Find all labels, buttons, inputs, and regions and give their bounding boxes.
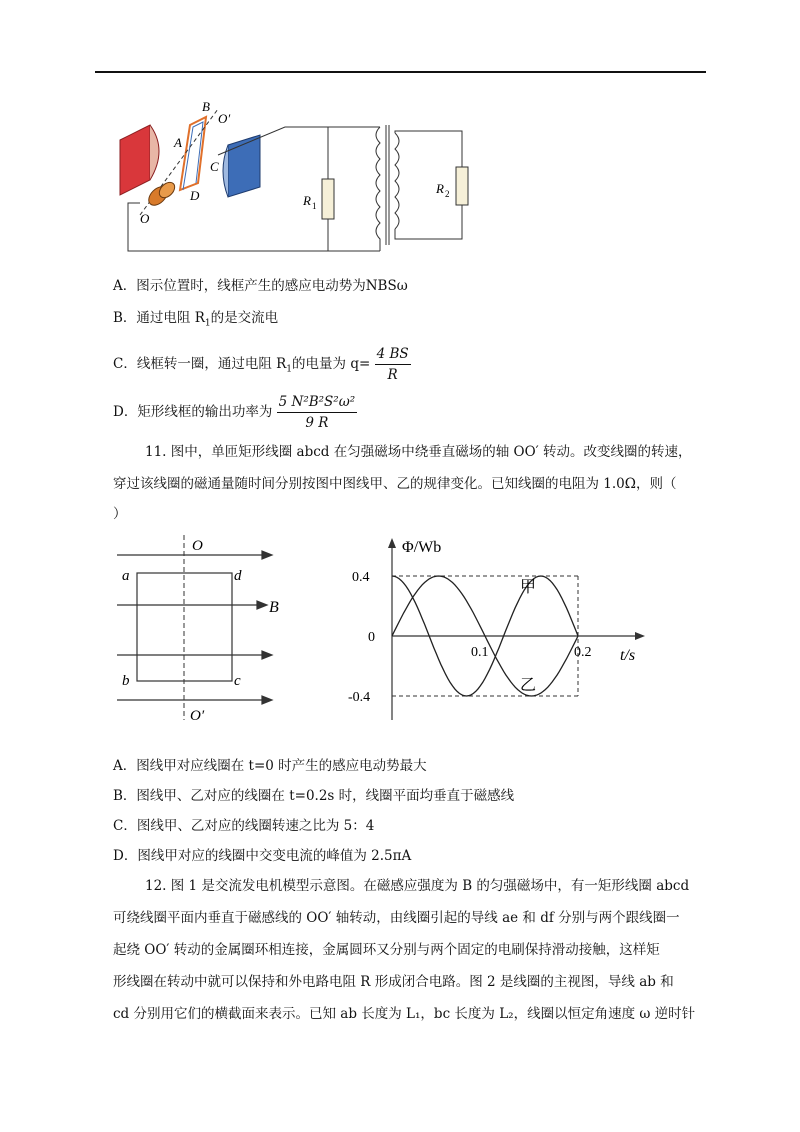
x-tick-label: 0.2 [574, 645, 592, 660]
flux-time-chart [330, 530, 660, 730]
svg-text:O: O [140, 211, 150, 226]
generator-circuit-figure [110, 95, 480, 260]
svg-text:c: c [234, 673, 241, 689]
x-tick-label: 0.1 [471, 645, 489, 660]
svg-text:D: D [190, 188, 200, 203]
transformer-primary [376, 127, 380, 251]
q12-line2: 可绕线圈平面内垂直于磁感线的 OO′ 轴转动，由线圈引起的导线 ae 和 df 分别与两个跟线圈一 [113, 910, 680, 926]
series-label-yi: 乙 [520, 677, 537, 694]
q11-option-a: A．图线甲对应线圈在 t=0 时产生的感应电动势最大 [113, 758, 427, 774]
svg-text:O: O [192, 538, 203, 554]
x-axis-label: t/s [620, 647, 636, 664]
q11-stem-line1: 11. 图中，单匝矩形线圈 abcd 在匀强磁场中绕垂直磁场的轴 OO′ 转动。改变线圈的转速， [145, 444, 692, 460]
q11-option-c: C．图线甲、乙对应的线圈转速之比为 5：4 [113, 818, 375, 834]
svg-text:C: C [210, 159, 219, 174]
coil-field-figure [112, 530, 282, 730]
q12-line3: 起绕 OO′ 转动的金属圈环相连接，金属圆环又分别与两个固定的电刷保持滑动接触，这样矩 [113, 942, 660, 958]
power-fraction: $\frac{\text{5 N²B²S²ω²}}{9 R}$ [278, 394, 356, 431]
svg-text:O′: O′ [218, 111, 231, 126]
q10-option-a: A．图示位置时，线框产生的感应电动势为NBSω [113, 278, 408, 294]
y-axis-label: Φ/Wb [402, 539, 442, 556]
x-axis-arrow [635, 632, 645, 640]
svg-text:B: B [202, 99, 210, 114]
magnet-n-pole [120, 125, 150, 195]
q11-stem-line2: 穿过该线圈的磁通量随时间分别按图中图线甲、乙的规律变化。已知线圈的电阻为 1.0Ω，则（ [113, 476, 677, 492]
q12-line4: 形线圈在转动中就可以保持和外电路电阻 R 形成闭合电路。图 2 是线圈的主视图，导线 ab 和 [113, 974, 674, 990]
charge-fraction: $\frac{4 BS}{R}$ [376, 346, 409, 383]
q12-line5: cd 分别用它们的横截面来表示。已知 ab 长度为 L₁，bc 长度为 L₂，线圈以恒定角速度 ω 逆时针 [113, 1006, 696, 1022]
svg-text:R: R [436, 181, 444, 196]
svg-text:R: R [303, 193, 311, 208]
svg-text:A: A [174, 135, 182, 150]
q11-stem-line3: ） [113, 506, 127, 522]
series-label-jia: 甲 [520, 579, 537, 596]
svg-text:2: 2 [445, 189, 450, 199]
q10-option-c: C．线框转一圈，通过电阻 $R_1$的电量为 q= $\frac{4 BS}{R}$ [113, 346, 409, 383]
y-tick-label: 0.4 [352, 570, 370, 585]
resistor-r2 [456, 167, 468, 205]
svg-text:1: 1 [312, 201, 317, 211]
q11-option-d: D．图线甲对应的线圈中交变电流的峰值为 2.5πA [113, 848, 412, 864]
q11-option-b: B．图线甲、乙对应的线圈在 t=0.2s 时，线圈平面均垂直于磁感线 [113, 788, 515, 804]
q10-option-d: D．矩形线框的输出功率为 $\frac{\text{5 N²B²S²ω²}}{9 R}$ [113, 394, 356, 431]
svg-text:d: d [234, 568, 242, 584]
header-rule [95, 71, 706, 73]
q10-option-b: B．通过电阻 $R_1$的是交流电 [113, 310, 279, 329]
svg-text:B: B [269, 599, 279, 616]
y-tick-label: -0.4 [348, 690, 371, 705]
y-axis-arrow [388, 538, 396, 548]
y-tick-label: 0 [368, 630, 375, 645]
svg-text:a: a [122, 568, 130, 584]
transformer-secondary [395, 133, 399, 229]
resistor-r1 [322, 179, 334, 219]
svg-text:b: b [122, 673, 130, 689]
svg-text:O′: O′ [190, 708, 205, 724]
q12-line1: 12. 图 1 是交流发电机模型示意图。在磁感应强度为 B 的匀强磁场中，有一矩形线圈 abcd [145, 878, 690, 894]
